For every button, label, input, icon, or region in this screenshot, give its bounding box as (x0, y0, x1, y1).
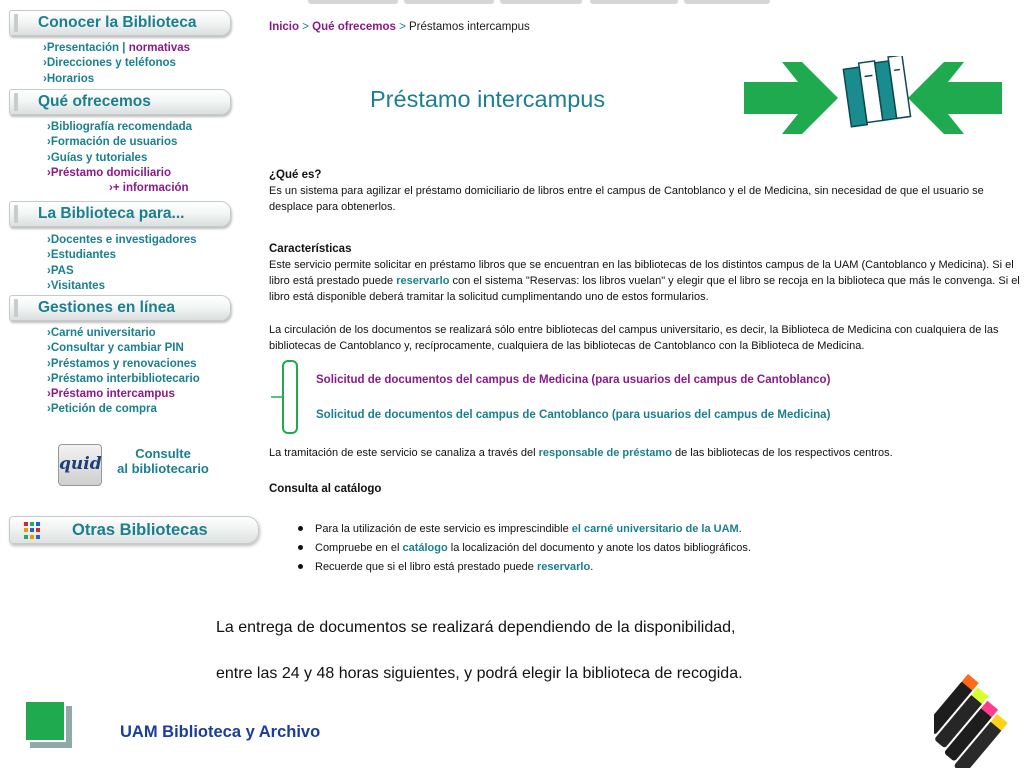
sidebar-item-intercampus[interactable] (47, 387, 200, 402)
list-item (297, 520, 751, 539)
sidebar-item-label: Bibliografía recomendada (50, 121, 193, 133)
sidebar-item-prestamo-domiciliario[interactable] (47, 166, 192, 181)
list-item-text: Recuerde que si el libro está prestado puede (315, 561, 537, 573)
breadcrumb-separator: > (399, 21, 406, 33)
breadcrumb-current: Préstamos intercampus (409, 21, 530, 33)
list-item (297, 539, 751, 558)
chevron-right-icon: › (47, 166, 51, 179)
sidebar-item-formacion[interactable] (47, 135, 192, 150)
what-heading: ¿Qué es? (269, 169, 322, 181)
chevron-right-icon: › (47, 121, 51, 133)
sidebar-item-label[interactable]: Presentación (46, 42, 120, 54)
separator: | (119, 42, 129, 54)
section-title: Conocer la Biblioteca (38, 14, 197, 31)
sidebar-item-label: Préstamos y renovaciones (50, 357, 197, 370)
sidebar-item-label: Préstamo interbibliotecario (50, 372, 200, 385)
list-item-text: . (738, 523, 742, 535)
chevron-right-icon: › (47, 342, 51, 355)
breadcrumb (269, 21, 530, 33)
section-title: Gestiones en línea (38, 299, 175, 316)
sidebar-item-label: Visitantes (50, 279, 105, 292)
chevron-right-icon: › (47, 327, 51, 339)
page-title: Préstamo intercampus (370, 86, 606, 112)
list-item-text: Para la utilización de este servicio es imprescindible (315, 523, 572, 535)
top-tab-strip (404, 0, 494, 4)
bracket-icon (271, 360, 299, 434)
chevron-right-icon: › (47, 151, 51, 164)
sidebar-item-carne[interactable] (47, 326, 200, 341)
sidebar-item-guias[interactable] (47, 151, 192, 166)
chevron-right-icon: › (47, 234, 51, 246)
ask-librarian-line2: al bibliotecario (117, 461, 209, 476)
sidebar-item-label: Horarios (46, 72, 95, 85)
chevron-right-icon: › (47, 264, 51, 277)
sidebar-item-label: Consultar y cambiar PIN (50, 342, 184, 355)
section-list-biblioteca-para (47, 233, 197, 294)
sidebar-item-peticion-compra[interactable] (47, 402, 200, 417)
sidebar-item-label: Docentes e investigadores (50, 234, 197, 246)
section-title: La Biblioteca para... (38, 205, 185, 222)
what-section (269, 167, 1024, 215)
processing-text-end: de las bibliotecas de los respectivos centros. (671, 447, 893, 459)
sidebar-item-presentacion[interactable] (43, 41, 190, 56)
sidebar-item-label: Préstamo domiciliario (50, 166, 171, 179)
top-tab-strip (500, 0, 582, 4)
processing-text (269, 445, 1024, 461)
sidebar-item-label: Guías y tutoriales (50, 151, 148, 164)
reserve-link[interactable]: reservarlo (396, 275, 450, 287)
section-list-conocer (43, 41, 190, 87)
chevron-right-icon: › (47, 249, 51, 262)
sidebar-item-label: Direcciones y teléfonos (46, 57, 176, 70)
top-tab-strip (684, 0, 770, 4)
section-title: Qué ofrecemos (38, 93, 151, 110)
catalog-link[interactable]: catálogo (402, 542, 448, 554)
breadcrumb-separator: > (302, 21, 309, 33)
chevron-right-icon: › (43, 72, 47, 85)
section-header-gestiones[interactable] (9, 295, 231, 321)
grid-icon (24, 522, 42, 539)
quid-logo: quid (58, 444, 102, 486)
ask-librarian-line1: Consulte (135, 446, 191, 461)
footer-square-front (24, 700, 66, 742)
sidebar-item-mas-informacion[interactable] (47, 181, 192, 196)
catalog-list (297, 520, 751, 577)
sidebar (0, 0, 262, 560)
sidebar-item-label: + información (112, 182, 189, 195)
delivery-note-line1: La entrega de documentos se realizará dependiendo de la disponibilidad, (216, 619, 736, 636)
chevron-right-icon: › (47, 279, 51, 292)
chevron-right-icon: › (43, 57, 47, 70)
sidebar-item-normativas[interactable]: normativas (128, 42, 191, 54)
what-text: Es un sistema para agilizar el préstamo domiciliario de libros entre el campus de Cantoblanco y el de Medicina, sin necesidad de que el usuario se desplace para obtenerlos. (269, 185, 984, 213)
sidebar-item-docentes[interactable] (47, 233, 197, 248)
catalog-section (269, 481, 1024, 497)
sidebar-item-label: Carné universitario (50, 327, 156, 339)
loan-manager-link[interactable]: responsable de préstamo (538, 447, 672, 459)
highlighter-markers-icon (934, 674, 1024, 768)
sidebar-item-pas[interactable] (47, 264, 197, 279)
section-header-conocer[interactable] (9, 10, 231, 36)
sidebar-item-horarios[interactable] (43, 72, 190, 87)
sidebar-item-label: Formación de usuarios (50, 136, 178, 149)
ask-librarian-label (108, 446, 218, 476)
other-libraries-label: Otras Bibliotecas (72, 521, 208, 539)
other-libraries-button[interactable] (9, 516, 259, 544)
sidebar-item-interbibliotecario[interactable] (47, 372, 200, 387)
top-tab-strip (308, 0, 398, 4)
sidebar-item-bibliografia[interactable] (47, 120, 192, 135)
features-text-start: Este servicio permite solicitar en préstamo libros que se encuentran en las bibliotecas de los distintos campus de la UAM (Cantoblanco y Medicina). Si el libro está prestado puede (269, 259, 1014, 287)
reserve-link[interactable]: reservarlo (536, 561, 591, 573)
request-cantoblanco-link[interactable]: Solicitud de documentos del campus de Cantoblanco (para usuarios del campus de Medicina) (316, 409, 831, 421)
sidebar-item-direcciones[interactable] (43, 56, 190, 71)
sidebar-item-label: Petición de compra (50, 403, 157, 416)
sidebar-item-pin[interactable] (47, 341, 200, 356)
section-list-que-ofrecemos (47, 120, 192, 196)
section-list-gestiones (47, 326, 200, 418)
sidebar-item-label: PAS (50, 264, 74, 277)
section-header-que-ofrecemos[interactable] (9, 89, 231, 115)
footer-square-icon (24, 700, 74, 748)
breadcrumb-home-link[interactable]: Inicio (269, 21, 300, 33)
processing-text-start: La tramitación de este servicio se canaliza a través del (269, 447, 539, 459)
features-text-end: con el sistema "Reservas: los libros vuelan" y elegir que el libro se recoja en la biblioteca que más le convenga. Si el libro está disponible deberá tramitar la solicitud cumplimentando uno de estos formularios. (269, 275, 1020, 303)
circulation-text: La circulación de los documentos se realizará sólo entre bibliotecas del campus universitario, es decir, la Biblioteca de Medicina con cualquiera de las bibliotecas de Cantoblanco y, recíprocamente, cualquiera de las bibliotecas de Cantoblanco con la Biblioteca de Medicina. (269, 324, 999, 352)
sidebar-item-label: Préstamo intercampus (50, 388, 175, 401)
chevron-right-icon: › (47, 136, 51, 149)
sidebar-item-visitantes[interactable] (47, 279, 197, 294)
chevron-right-icon: › (47, 388, 51, 401)
carne-link[interactable]: el carné universitario de la UAM (571, 523, 739, 535)
books-arrows-icon (742, 56, 1004, 140)
chevron-right-icon: › (109, 182, 113, 195)
sidebar-item-estudiantes[interactable] (47, 248, 197, 263)
footer-title: UAM Biblioteca y Archivo (120, 723, 321, 741)
delivery-note-line2: entre las 24 y 48 horas siguientes, y podrá elegir la biblioteca de recogida. (216, 665, 743, 682)
sidebar-item-label: Estudiantes (50, 249, 117, 262)
top-tab-strip (590, 0, 678, 4)
chevron-right-icon: › (47, 403, 51, 416)
section-header-biblioteca-para[interactable] (9, 201, 231, 227)
breadcrumb-section-link[interactable]: Qué ofrecemos (312, 21, 396, 33)
ask-librarian-link[interactable] (58, 442, 218, 490)
features-section (269, 241, 1024, 305)
list-item (297, 558, 751, 577)
chevron-right-icon: › (47, 357, 51, 370)
features-heading: Características (269, 243, 352, 255)
catalog-heading: Consulta al catálogo (269, 483, 382, 495)
list-item-text: Compruebe en el (315, 542, 403, 554)
list-item-text: . (590, 561, 594, 573)
features-text (269, 257, 1024, 305)
chevron-right-icon: › (47, 372, 51, 385)
request-medicina-link[interactable]: Solicitud de documentos del campus de Medicina (para usuarios del campus de Cantoblanco) (316, 374, 831, 386)
list-item-text: la localización del documento y anote los datos bibliográficos. (447, 542, 751, 554)
sidebar-item-prestamos[interactable] (47, 357, 200, 372)
chevron-right-icon: › (43, 42, 47, 54)
